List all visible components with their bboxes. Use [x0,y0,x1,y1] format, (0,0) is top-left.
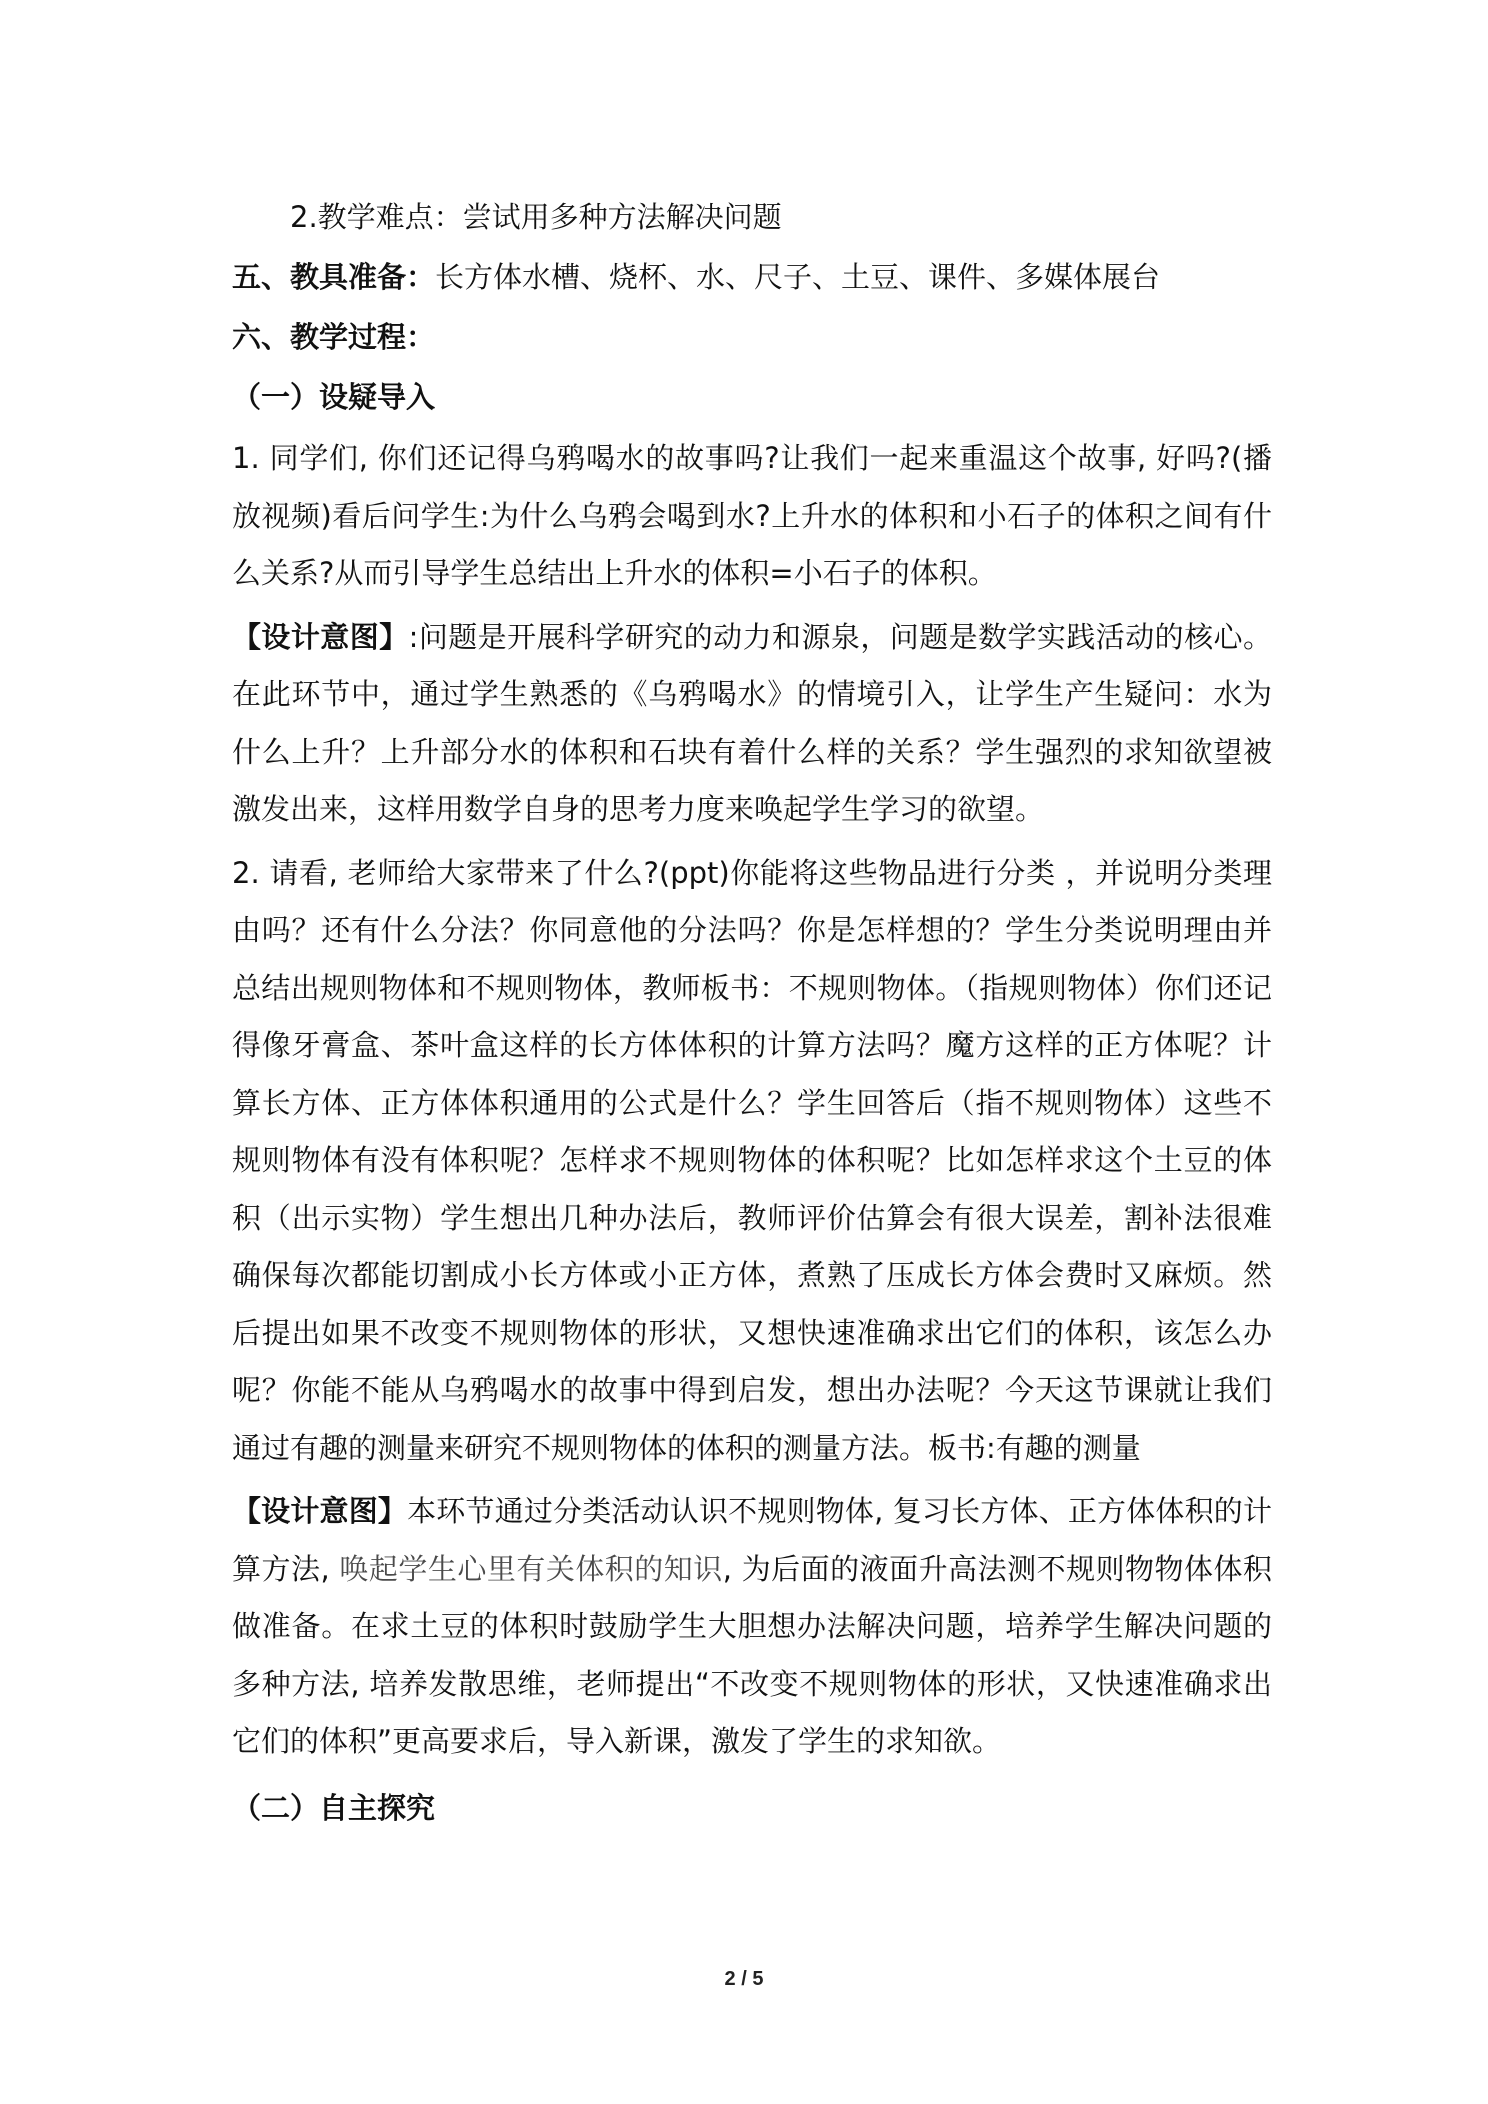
page-number: 2 / 5 [724,1968,764,1990]
difficulty-line: 2.教学难点：尝试用多种方法解决问题 [290,200,782,234]
design-intent-1 [232,609,1272,839]
section2-heading: （二）自主探究 [232,1790,436,1825]
section1-heading: （一）设疑导入 [232,380,436,414]
design-intent-2 [232,1483,1272,1771]
tools-label: 五、教具准备： [232,260,436,294]
design-intent-tag: 【设计意图】 [232,1494,408,1528]
design-intent-text: :问题是开展科学研究的动力和源泉，问题是数学实践活动的核心。在此环节中，通过学生熟悉的《乌鸦喝水》的情境引入，让学生产生疑问：水为什么上升？上升部分水的体积和石块有着什么样的关系？学生强烈的求知欲望被激发出来，这样用数学自身的思考力度来唤起学生学习的欲望。 [232,619,1272,826]
paragraph-1: 1. 同学们, 你们还记得乌鸦喝水的故事吗?让我们一起来重温这个故事, 好吗?(播放视频)看后问学生:为什么乌鸦会喝到水?上升水的体积和小石子的体积之间有什么关系?从而引导学生总结出上升水的体积=小石子的体积。 [232,441,1272,590]
tools-line [232,250,1272,304]
design-intent-text-soft: 唤起学生心里有关体积的知识 [339,1551,723,1586]
process-heading: 六、教学过程： [232,320,436,354]
document-body [232,190,1272,1835]
design-intent-text-b: , 为后面的液面升高法测不规则物物体体积做准备。在求土豆的体积时鼓励学生大胆想办法解决问题，培养学生解决问题的多种方法, 培养发散思维，老师提出“不改变不规则物体的形状，又快速准确求出它们的体积”更高要求后，导入新课，激发了学生的求知欲。 [232,1551,1273,1758]
design-intent-tag: 【设计意图】 [232,619,409,654]
tools-text: 长方体水槽、烧杯、水、尺子、土豆、课件、多媒体展台 [435,260,1161,294]
paragraph-2: 2. 请看, 老师给大家带来了什么?(ppt)你能将这些物品进行分类 ，并说明分类理由吗？还有什么分法？你同意他的分法吗？你是怎样想的？学生分类说明理由并总结出规则物体和不规则物体，教师板书：不规则物体。（指规则物体）你们还记得像牙膏盒、茶叶盒这样的长方体体积的计算方法吗？魔方这样的正方体呢？计算长方体、正方体体积通用的公式是什么？学生回答后（指不规则物体）这些不规则物体有没有体积呢？怎样求不规则物体的体积呢？比如怎样求这个土豆的体积（出示实物）学生想出几种办法后，教师评价估算会有很大误差，割补法很难确保每次都能切割成小长方体或小正方体，煮熟了压成长方体会费时又麻烦。然后提出如果不改变不规则物体的形状，又想快速准确求出它们的体积，该怎么办呢？你能不能从乌鸦喝水的故事中得到启发，想出办法呢？今天这节课就让我们通过有趣的测量来研究不规则物体的体积的测量方法。板书:有趣的测量 [232,855,1272,1465]
design-intent-text-a: 本环节通过分类活动认识不规则物体, 复习长方体、正方体体积的计算方法, [232,1494,1272,1586]
